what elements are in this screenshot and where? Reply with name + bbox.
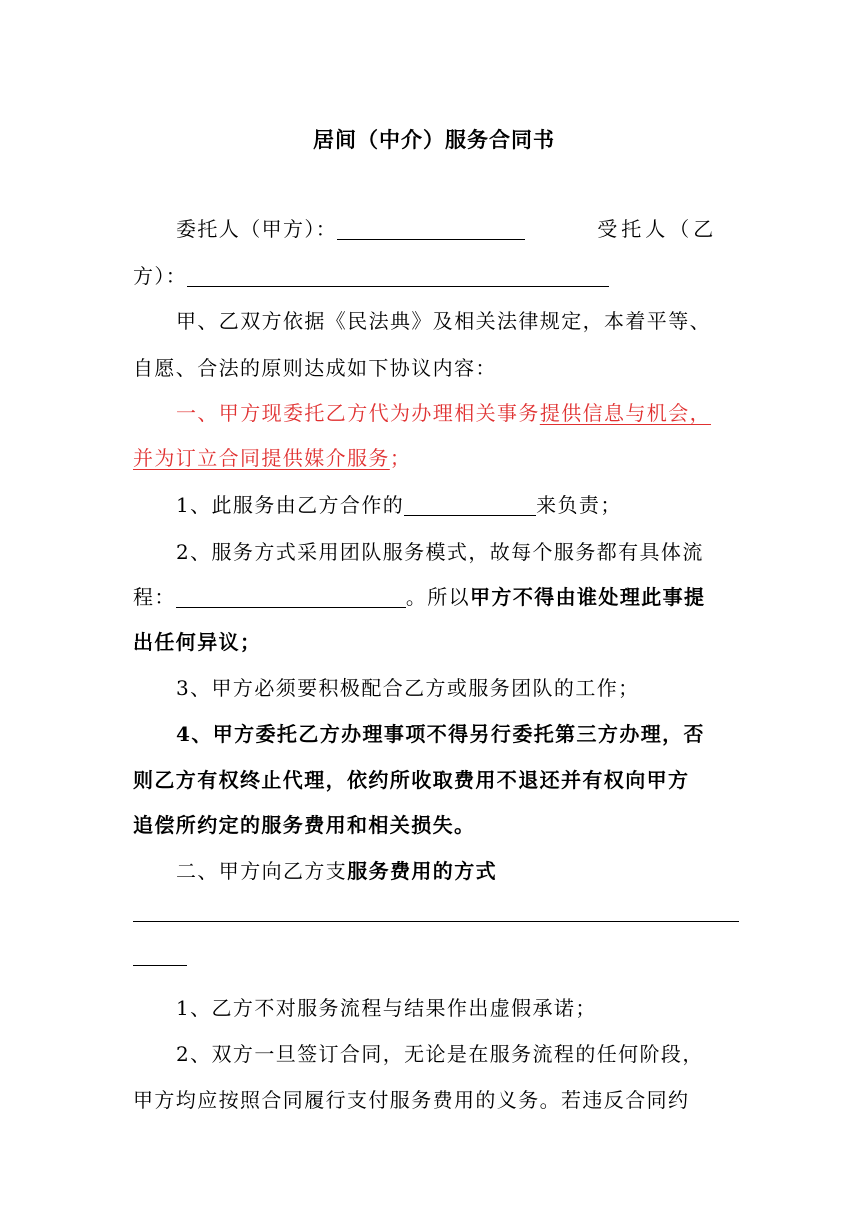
section1-text: 一、甲方现委托乙方代为办理相关事务 [176, 401, 540, 425]
item2-blank[interactable] [176, 606, 406, 608]
intro-line-1: 甲、乙双方依据《民法典》及相关法律规定，本着平等、 [176, 309, 711, 333]
party-a-label: 委托人（甲方）： [176, 217, 338, 241]
party-line [176, 214, 739, 244]
section2-blank-line-1[interactable] [133, 921, 739, 922]
party-b-blank[interactable] [187, 285, 609, 287]
item-1 [176, 490, 739, 520]
party-b-label-2: 方）： [133, 264, 188, 288]
section1-end: ； [389, 446, 412, 470]
section1-line-2 [133, 443, 739, 473]
section2-heading [176, 856, 739, 886]
sub-item-2-line-2: 甲方均应按照合同履行支付服务费用的义务。若违反合同约 [133, 1088, 690, 1112]
section1-underlined-2: 并为订立合同提供媒介服务 [133, 446, 390, 470]
item2-label: 程： [133, 585, 176, 609]
item-4-line-3: 追偿所约定的服务费用和相关损失。 [133, 813, 476, 837]
intro-line-2: 自愿、合法的原则达成如下协议内容： [133, 356, 497, 380]
item1-blank[interactable] [404, 514, 536, 516]
item-4-line-1: 4、甲方委托乙方办理事项不得另行委托第三方办理，否 [176, 722, 705, 746]
item1-end: 来负责； [536, 493, 622, 517]
section2-text: 二、甲方向乙方支 [176, 859, 348, 883]
section1-line-1 [176, 398, 739, 428]
item-3: 3、甲方必须要积极配合乙方或服务团队的工作； [176, 676, 640, 700]
document-title: 居间（中介）服务合同书 [313, 127, 555, 152]
item-2-line-3: 出任何异议； [133, 630, 262, 654]
item-4-line-2: 则乙方有权终止代理，依约所收取费用不退还并有权向甲方 [133, 768, 690, 792]
item2-bold: 甲方不得由谁处理此事提 [470, 585, 706, 609]
sub-item-2-line-1: 2、双方一旦签订合同，无论是在服务流程的任何阶段， [176, 1042, 704, 1066]
section2-bold: 服务费用的方式 [347, 859, 498, 883]
item2-mid: 。所以 [405, 585, 471, 609]
item-2-line-2 [133, 582, 739, 612]
party-b-label-1: 受托人（乙 [597, 217, 718, 241]
section2-blank-line-2[interactable] [133, 965, 187, 966]
party-a-blank[interactable] [337, 238, 525, 240]
party-b-line [133, 261, 739, 291]
sub-item-1: 1、乙方不对服务流程与结果作出虚假承诺； [176, 996, 597, 1020]
section1-underlined-1: 提供信息与机会， [539, 401, 712, 425]
item1-text: 1、此服务由乙方合作的 [176, 493, 405, 517]
item-2-line-1: 2、服务方式采用团队服务模式，故每个服务都有具体流 [176, 540, 704, 564]
